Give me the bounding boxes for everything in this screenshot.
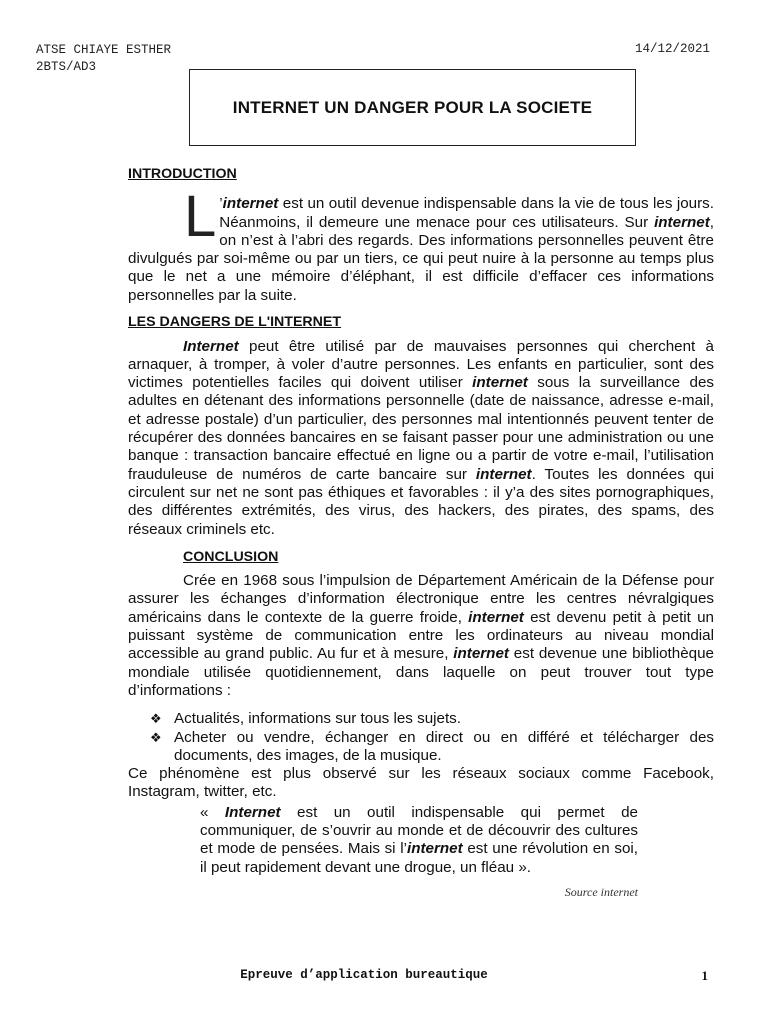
drop-cap: L [184,184,217,250]
intro-text: , on n’est à l’abri des regards. Des informations personnelles peuvent être divulgués par soi-même ou par un tiers, ce qui peut nuire à la personne au temps plus que le net a une mémoire d’éléphant, il est difficile d’effacer ces informations personnelles par la suite. [128,213,714,304]
intro-text: est un outil devenue indispensable dans la vie de tous les jours. Néanmoins, il demeure une menace pour ces utilisateurs. Sur [219,195,714,231]
dangers-heading: LES DANGERS DE L'INTERNET [128,314,342,331]
conclusion-text: Crée en 1968 sous l’impulsion de Département Américain de la Défense pour assurer les échanges d’information électronique entre les centres névralgiques américains dans le contexte de la guerre froide, [128,572,714,626]
dangers-text: . Toutes les données qui circulent sur net ne sont pas éthiques et favorables : il y’a des sites pornographiques, des différentes extrémités, des virus, des hackers, des pirates, des spams, des réseaux criminels etc. [128,465,714,538]
class-label: 2BTS/AD3 [36,60,97,74]
keyword: Internet [183,337,239,355]
conclusion-heading: CONCLUSION [183,548,279,565]
keyword: internet [406,840,463,858]
footer [0,965,768,983]
keyword: Internet [224,803,281,821]
quote-text: est une révolution en soi, il peut rapidement devant une drogue, un fléau ». [200,840,639,876]
footer-text: Epreuve d’application bureautique [240,968,488,982]
keyword: internet [654,213,710,231]
diamond-bullet-icon: ❖ [150,729,162,745]
intro-paragraph [128,184,714,305]
conclusion-text: est devenue une bibliothèque mondiale utilisée quotidiennement, dans laquelle on peut trouver tout type d’informations : [128,645,714,699]
list-item [150,710,714,728]
intro-heading: INTRODUCTION [128,166,237,182]
author-name: ATSE CHIAYE ESTHER [36,43,172,57]
list-item [150,729,714,766]
intro-text: ’ [219,195,223,213]
page-number: 1 [701,968,708,983]
list-item-text: Acheter ou vendre, échanger en direct ou en différé et télécharger des documents, des images, de la musique. [174,728,714,764]
conclusion-text: est devenu petit à petit un puissant système de communication entre les ordinateurs au niveau mondial accessible au grand public. Au fur et à mesure, [128,608,714,663]
after-list-paragraph: Ce phénomène est plus observé sur les réseaux sociaux comme Facebook, Instagram, twitter, etc. [128,765,714,801]
quote-mark: « [200,803,225,821]
page-title: INTERNET UN DANGER POUR LA SOCIETE [232,97,593,117]
conclusion-paragraph [128,572,714,700]
keyword: internet [475,465,532,483]
dangers-paragraph [128,338,714,539]
quote-block [200,804,638,877]
document-date: 14/12/2021 [634,42,710,56]
keyword: internet [453,645,509,663]
list-item-text: Actualités, informations sur tous les sujets. [174,710,461,728]
quote-text: est un outil indispensable qui permet de communiquer, de s’ouvrir au monde et de découvrir des cultures et mode de pensées. Mais si l’ [200,803,638,858]
title-box [189,69,636,146]
dangers-text: sous la surveillance des adultes en détenant des informations personnelle (date de naissance, adresse e-mail, et adresse postale) d’un particulier, des personnes mal intentionnés peuvent tenter de récupérer des données bancaires en se faisant passer pour une administration ou une banque : transaction bancaire effectué en ligne ou a partir de votre e-mail, l’utilisation frauduleuse de numéros de carte bancaire sur [128,374,714,483]
diamond-bullet-icon: ❖ [150,711,162,727]
document-body [128,160,714,901]
keyword: internet [468,608,524,626]
source-citation: Source internet [564,884,638,899]
keyword: internet [222,195,279,213]
keyword: internet [472,374,528,392]
bullet-list [150,710,714,765]
header-author-block [36,42,171,76]
dangers-text: peut être utilisé par de mauvaises personnes qui cherchent à arnaquer, à tromper, à voler d’autre personnes. Les enfants en particulier, sont des victimes potentielles faciles qui doivent utiliser [128,337,714,392]
